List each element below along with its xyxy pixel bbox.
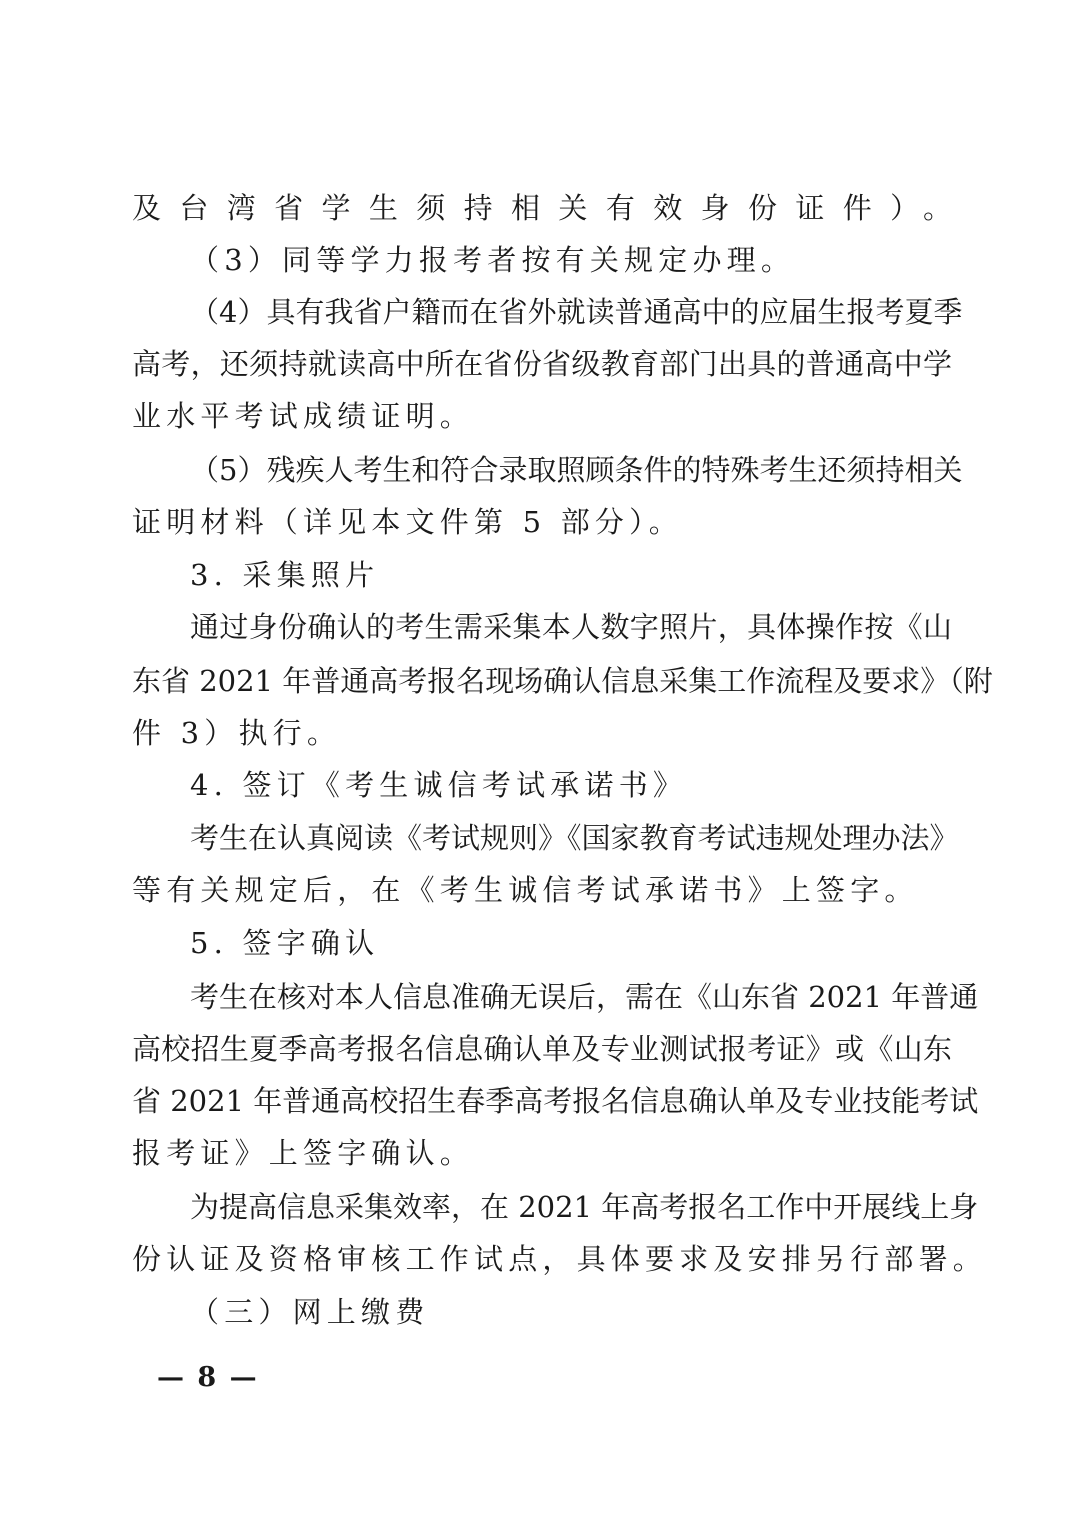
paragraph-line: 省 2021 年普通高校招生春季高考报名信息确认单及专业技能考试 [132, 1084, 979, 1118]
section-heading: （三）网上缴费 [190, 1295, 430, 1329]
section-heading: 4. 签订《考生诚信考试承诺书》 [190, 768, 688, 802]
paragraph-line: 件 3）执行。 [132, 716, 342, 750]
paragraph-line: （4）具有我省户籍而在省外就读普通高中的应届生报考夏季 [190, 295, 963, 329]
page-number: — 8 — [157, 1362, 259, 1393]
section-heading: 5. 签字确认 [190, 926, 380, 960]
paragraph-line: 考生在核对本人信息准确无误后，需在《山东省 2021 年普通 [190, 980, 979, 1014]
paragraph-line: 及台湾省学生须持相关有效身份证件）。 [132, 191, 952, 225]
paragraph-line: 份认证及资格审核工作试点，具体要求及安排另行部署。 [132, 1242, 988, 1276]
paragraph-line: （5）残疾人考生和符合录取照顾条件的特殊考生还须持相关 [190, 453, 963, 487]
paragraph-line: 证明材料（详见本文件第 5 部分）。 [132, 505, 683, 539]
paragraph-line: 通过身份确认的考生需采集本人数字照片，具体操作按《山 [190, 610, 952, 644]
paragraph-line: 考生在认真阅读《考试规则》《国家教育考试违规处理办法》 [190, 821, 959, 855]
paragraph-line: （3）同等学力报考者按有关规定办理。 [190, 243, 796, 277]
paragraph-line: 为提高信息采集效率，在 2021 年高考报名工作中开展线上身 [190, 1190, 979, 1224]
paragraph-line: 等有关规定后，在《考生诚信考试承诺书》上签字。 [132, 873, 919, 907]
paragraph-line: 高考，还须持就读高中所在省份省级教育部门出具的普通高中学 [132, 347, 952, 381]
paragraph-line: 高校招生夏季高考报名信息确认单及专业测试报考证》或《山东 [132, 1032, 952, 1066]
section-heading: 3. 采集照片 [190, 558, 380, 592]
paragraph-line: 报考证》上签字确认。 [132, 1136, 475, 1170]
paragraph-line: 东省 2021 年普通高考报名现场确认信息采集工作流程及要求》（附 [132, 664, 993, 698]
paragraph-line: 业水平考试成绩证明。 [132, 399, 475, 433]
